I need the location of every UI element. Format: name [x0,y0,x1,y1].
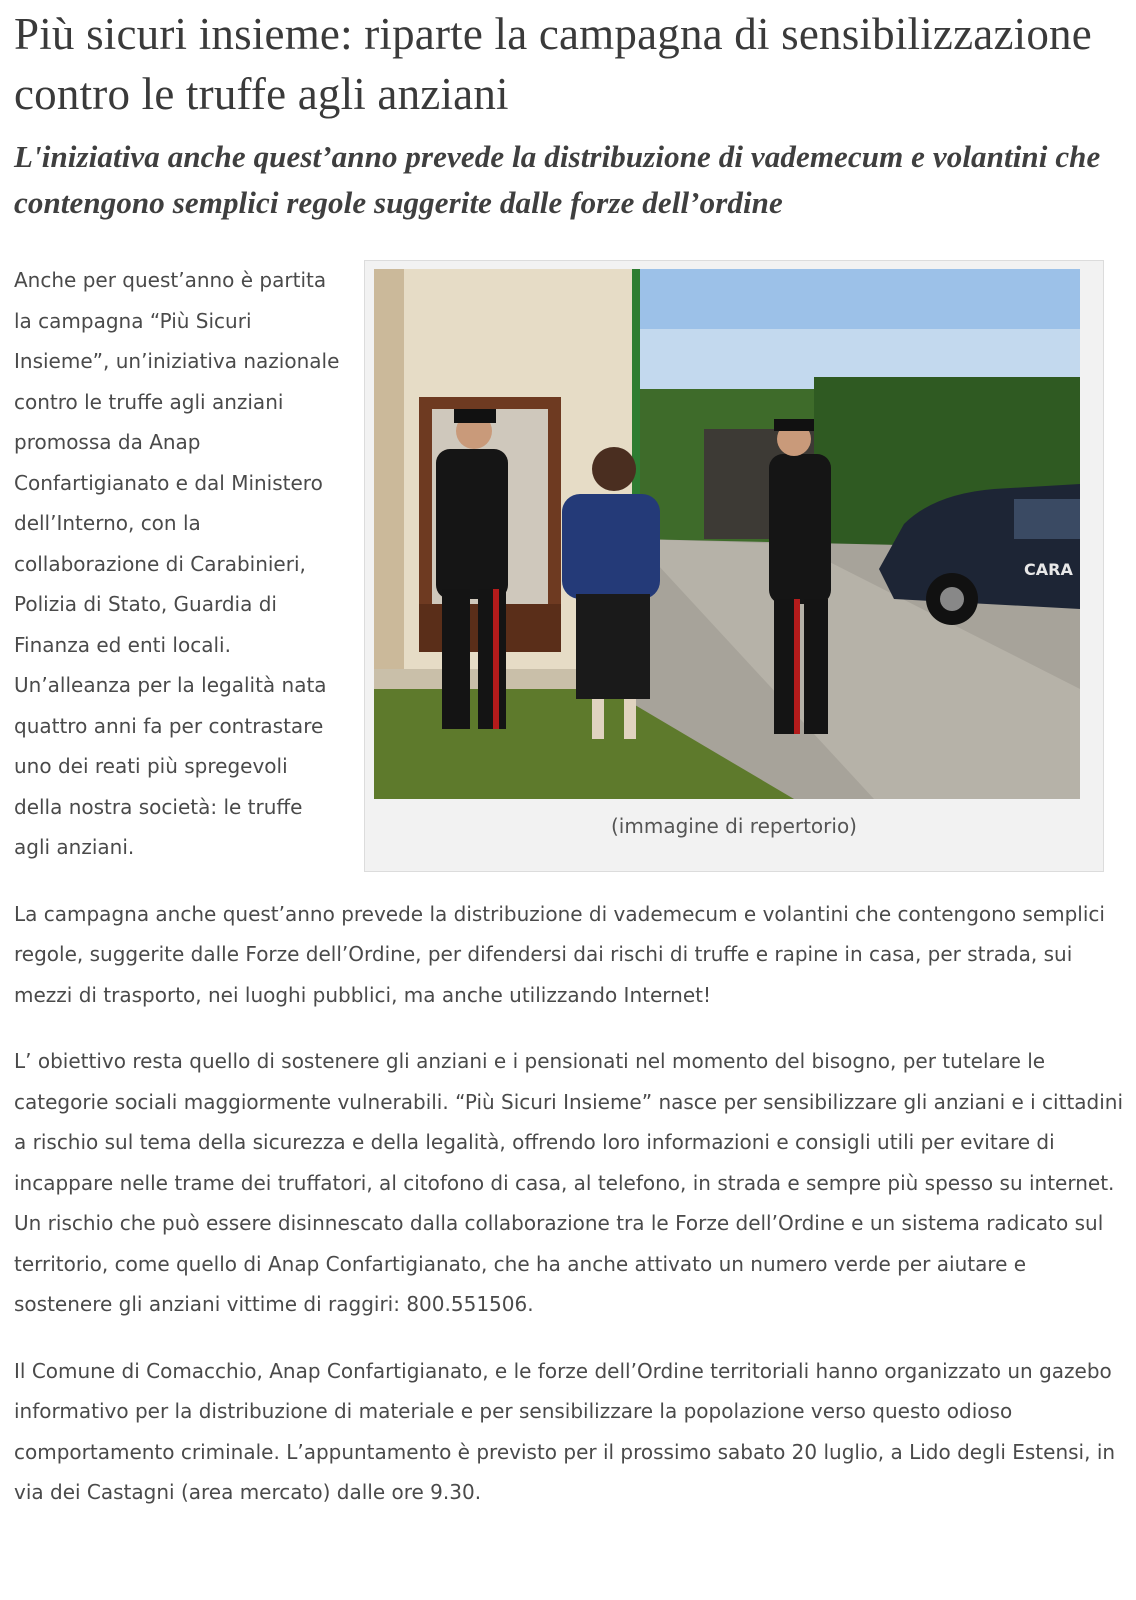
article-body [14,260,1124,1513]
article-title: Più sicuri insieme: riparte la campagna di sensibilizzazione contro le truffe agli anziani [14,9,1092,119]
figure-caption: (immagine di repertorio) [611,814,857,838]
paragraph-1: Anche per quest’anno è partita la campagna “Più Sicuri Insieme”, un’iniziativa nazionale contro le truffe agli anziani promossa da Anap Confartigianato e dal Ministero dell’Interno, con la collaborazione di Carabinieri, Polizia di Stato, Guardia di Finanza ed enti locali. Un’alleanza per la legalità nata quattro anni fa per contrastare uno dei reati più spregevoli della nostra società: le truffe agli anziani. [14,268,340,859]
paragraph-4: Il Comune di Comacchio, Anap Confartigianato, e le forze dell’Ordine territoriali hanno organizzato un gazebo informativo per la distribuzione di materiale e per sensibilizzare la popolazione verso questo odioso comportamento criminale. L’appuntamento è previsto per il prossimo sabato 20 luglio, a Lido degli Estensi, in via dei Castagni (area mercato) dalle ore 9.30. [14,1358,1116,1504]
article-photo[interactable] [374,269,1080,799]
article-figure [364,260,1104,872]
car-sign-text: CARA [1024,560,1073,579]
paragraph-3: L’ obiettivo resta quello di sostenere gli anziani e i pensionati nel momento del bisogno, per tutelare le categorie sociali maggiormente vulnerabili. “Più Sicuri Insieme” nasce per sensibilizzare gli anziani e i cittadini a rischio sul tema della sicurezza e della legalità, offrendo loro informazioni e consigli utili per evitare di incappare nelle trame dei truffatori, al citofono di casa, al telefono, in strada e sempre più spesso su internet. Un rischio che può essere disinnescato dalla collaborazione tra le Forze dell’Ordine e un sistema radicato sul territorio, come quello di Anap Confartigianato, che ha anche attivato un numero verde per aiutare e sostenere gli anziani vittime di raggiri: 800.551506. [14,1049,1124,1316]
paragraph-2: La campagna anche quest’anno prevede la distribuzione di vademecum e volantini che contengono semplici regole, suggerite dalle Forze dell’Ordine, per difendersi dai rischi di truffe e rapine in casa, per strada, sui mezzi di trasporto, nei luoghi pubblici, ma anche utilizzando Internet! [14,901,1105,1007]
article-subtitle: L'iniziativa anche quest’anno prevede la distribuzione di vademecum e volantini che contengono semplici regole suggerite dalle forze dell’ordine [14,139,1101,220]
